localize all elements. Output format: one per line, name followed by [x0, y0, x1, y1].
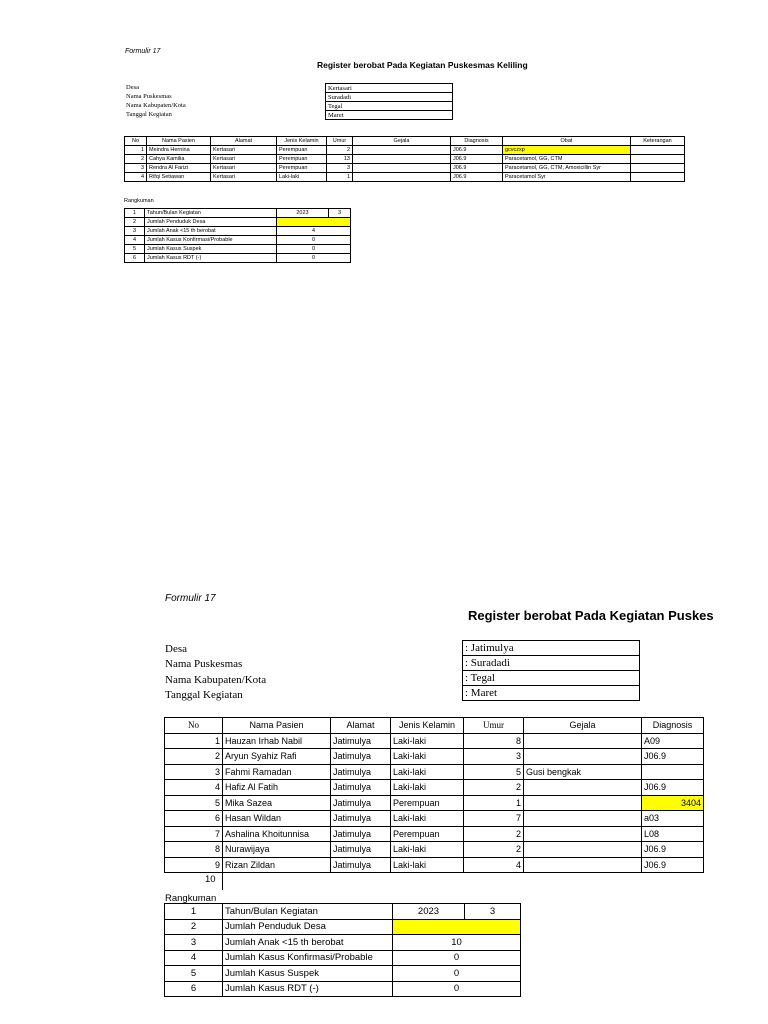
- cell-jenis-kelamin: Perempuan: [391, 826, 464, 842]
- rk-no: 4: [165, 950, 223, 966]
- rk-label: Jumlah Kasus RDT (-): [223, 981, 393, 997]
- cell-diagnosis: J06.9: [642, 780, 704, 796]
- table-row: [165, 811, 704, 827]
- table-header-row: [125, 137, 685, 146]
- table-row: [165, 749, 704, 765]
- rangkuman-row: [125, 245, 351, 254]
- info-label-kabupaten: Nama Kabupaten/Kota: [126, 102, 186, 109]
- rk-no: 1: [165, 904, 223, 920]
- cell-jenis-kelamin: Laki-laki: [391, 749, 464, 765]
- cell-nama: Hasan Wildan: [223, 811, 331, 827]
- info-value-puskesmas: : Suradadi: [463, 656, 640, 671]
- rk-no: 6: [165, 981, 223, 997]
- header-umur: Umur: [327, 137, 353, 146]
- rk-label: Jumlah Kasus RDT (-): [145, 254, 277, 263]
- rangkuman-row: [125, 236, 351, 245]
- cell-jenis-kelamin: Perempuan: [277, 155, 327, 164]
- cell-alamat: Jatimulya: [331, 780, 391, 796]
- rk-label: Jumlah Penduduk Desa: [223, 919, 393, 935]
- cell-no: 9: [165, 857, 223, 873]
- rk-value: 2023: [277, 209, 329, 218]
- info-value-tanggal: Maret: [326, 111, 453, 120]
- cell-nama: Rendra Al Farizi: [147, 164, 211, 173]
- cell-umur: 1: [327, 173, 353, 182]
- cell-nama: Fahmi Ramadan: [223, 764, 331, 780]
- cell-jenis-kelamin: Perempuan: [277, 146, 327, 155]
- cell-no: 2: [125, 155, 147, 164]
- cell-keterangan: [631, 146, 685, 155]
- cell-no: 4: [165, 780, 223, 796]
- cell-nama: Cahya Kamilia: [147, 155, 211, 164]
- rk-value: 2023: [393, 904, 465, 920]
- rk-value: 4: [277, 227, 351, 236]
- rk-value-2: 3: [329, 209, 351, 218]
- rangkuman-title: Rangkuman: [124, 198, 154, 204]
- rangkuman-row: [165, 950, 521, 966]
- cell-umur: 3: [464, 749, 524, 765]
- cell-jenis-kelamin: Perempuan: [391, 795, 464, 811]
- header-keterangan: Keterangan: [631, 137, 685, 146]
- table-row: [165, 842, 704, 858]
- cell-no: 1: [125, 146, 147, 155]
- cell-alamat: Jatimulya: [331, 795, 391, 811]
- cell-gejala: [524, 749, 642, 765]
- info-label-tanggal: Tanggal Kegiatan: [126, 111, 172, 118]
- cell-no: 1: [165, 733, 223, 749]
- rangkuman-row: [125, 209, 351, 218]
- cell-diagnosis: L08: [642, 826, 704, 842]
- rk-value-2: 3: [465, 904, 521, 920]
- cell-alamat: Jatimulya: [331, 826, 391, 842]
- cell-diagnosis: 3404: [642, 795, 704, 811]
- cell-jenis-kelamin: Laki-laki: [391, 733, 464, 749]
- table-header-row: [165, 718, 704, 734]
- register-table: [124, 136, 685, 182]
- rangkuman-row: [165, 919, 521, 935]
- table-row: [165, 826, 704, 842]
- rk-value: 0: [393, 981, 521, 997]
- rangkuman-row: [165, 904, 521, 920]
- page-title: Register berobat Pada Kegiatan Puskesmas Keliling: [317, 60, 528, 70]
- cell-gejala: [524, 780, 642, 796]
- rk-label: Jumlah Kasus Suspek: [145, 245, 277, 254]
- cell-no: 8: [165, 842, 223, 858]
- cell-diagnosis: J06.9: [642, 857, 704, 873]
- header-alamat: Alamat: [331, 718, 391, 734]
- rk-no: 2: [125, 218, 145, 227]
- rk-no: 3: [125, 227, 145, 236]
- cell-nama: Hafiz Al Fatih: [223, 780, 331, 796]
- rangkuman-row: [165, 935, 521, 951]
- cell-jenis-kelamin: Laki-laki: [391, 857, 464, 873]
- rk-label: Jumlah Anak <15 th berobat: [145, 227, 277, 236]
- cell-gejala: [353, 155, 451, 164]
- cell-obat: Paracetamol, GG, CTM: [503, 155, 631, 164]
- cell-gejala: [353, 164, 451, 173]
- cell-divider: [222, 873, 223, 890]
- rk-label: Jumlah Anak <15 th berobat: [223, 935, 393, 951]
- header-nama: Nama Pasien: [223, 718, 331, 734]
- cell-keterangan: [631, 173, 685, 182]
- cell-no: 7: [165, 826, 223, 842]
- cell-alamat: Jatimulya: [331, 749, 391, 765]
- cell-umur: 2: [464, 780, 524, 796]
- rk-label: Jumlah Kasus Konfirmasi/Probable: [223, 950, 393, 966]
- cell-umur: 4: [464, 857, 524, 873]
- form-label: Formulir 17: [125, 48, 161, 55]
- cell-umur: 2: [464, 842, 524, 858]
- cell-gejala: [524, 857, 642, 873]
- rk-value: 0: [277, 236, 351, 245]
- info-label-tanggal: Tanggal Kegiatan: [165, 689, 243, 701]
- cell-keterangan: [631, 155, 685, 164]
- cell-gejala: [524, 811, 642, 827]
- rk-value: 0: [277, 254, 351, 263]
- rangkuman-row: [125, 227, 351, 236]
- header-jenis-kelamin: Jenis Kelamin: [391, 718, 464, 734]
- cell-no: 5: [165, 795, 223, 811]
- cell-diagnosis: J06.9: [451, 164, 503, 173]
- cell-no-extra: 10: [205, 874, 216, 885]
- cell-alamat: Kertasari: [211, 173, 277, 182]
- rk-value: 10: [393, 935, 521, 951]
- cell-alamat: Jatimulya: [331, 811, 391, 827]
- cell-gejala: [524, 842, 642, 858]
- rk-value: 0: [393, 966, 521, 982]
- cell-no: 3: [125, 164, 147, 173]
- cell-obat: gcvczxp: [503, 146, 631, 155]
- cell-diagnosis: J06.9: [451, 146, 503, 155]
- table-row: [125, 173, 685, 182]
- cell-gejala: [524, 733, 642, 749]
- cell-no: 6: [165, 811, 223, 827]
- info-value-kabupaten: Tegal: [326, 102, 453, 111]
- rk-value: 0: [277, 245, 351, 254]
- cell-obat: Paracetamol Syr: [503, 173, 631, 182]
- rk-no: 4: [125, 236, 145, 245]
- cell-umur: 2: [464, 826, 524, 842]
- page-title: Register berobat Pada Kegiatan Puskes: [468, 608, 714, 623]
- info-label-desa: Desa: [126, 84, 139, 91]
- rk-label: Jumlah Kasus Konfirmasi/Probable: [145, 236, 277, 245]
- form-label: Formulir 17: [165, 593, 216, 604]
- table-row: [165, 733, 704, 749]
- rk-no: 3: [165, 935, 223, 951]
- rangkuman-row: [165, 981, 521, 997]
- cell-diagnosis: a03: [642, 811, 704, 827]
- cell-nama: Meindra Hernina: [147, 146, 211, 155]
- cell-umur: 5: [464, 764, 524, 780]
- header-alamat: Alamat: [211, 137, 277, 146]
- info-table: [462, 640, 640, 701]
- cell-alamat: Kertasari: [211, 146, 277, 155]
- cell-alamat: Kertasari: [211, 164, 277, 173]
- cell-nama: Rifqi Setiawan: [147, 173, 211, 182]
- table-row: [125, 155, 685, 164]
- table-row: [125, 146, 685, 155]
- cell-alamat: Kertasari: [211, 155, 277, 164]
- header-no: No: [125, 137, 147, 146]
- cell-keterangan: [631, 164, 685, 173]
- cell-diagnosis: A09: [642, 733, 704, 749]
- cell-diagnosis: [642, 764, 704, 780]
- cell-gejala: [524, 826, 642, 842]
- cell-umur: 1: [464, 795, 524, 811]
- cell-diagnosis: J06.9: [451, 155, 503, 164]
- info-table: [325, 83, 453, 120]
- rk-label: Tahun/Bulan Kegiatan: [145, 209, 277, 218]
- cell-alamat: Jatimulya: [331, 733, 391, 749]
- cell-umur: 2: [327, 146, 353, 155]
- cell-diagnosis: J06.9: [642, 749, 704, 765]
- rangkuman-table: [164, 903, 521, 997]
- cell-jenis-kelamin: Laki-laki: [277, 173, 327, 182]
- cell-jenis-kelamin: Laki-laki: [391, 842, 464, 858]
- cell-nama: Mika Sazea: [223, 795, 331, 811]
- rk-label: Jumlah Penduduk Desa: [145, 218, 277, 227]
- cell-jenis-kelamin: Laki-laki: [391, 780, 464, 796]
- table-row: [165, 857, 704, 873]
- rangkuman-row: [165, 966, 521, 982]
- info-value-desa: Kertasari: [326, 84, 453, 93]
- cell-nama: Nurawijaya: [223, 842, 331, 858]
- rk-no: 5: [165, 966, 223, 982]
- rk-value: [277, 218, 351, 227]
- cell-no: 4: [125, 173, 147, 182]
- rk-value: 0: [393, 950, 521, 966]
- cell-umur: 3: [327, 164, 353, 173]
- cell-nama: Aryun Syahiz Rafi: [223, 749, 331, 765]
- table-row: [165, 764, 704, 780]
- info-label-desa: Desa: [165, 643, 187, 655]
- info-label-puskesmas: Nama Puskesmas: [126, 93, 172, 100]
- cell-jenis-kelamin: Laki-laki: [391, 811, 464, 827]
- rk-no: 2: [165, 919, 223, 935]
- rangkuman-title: Rangkuman: [165, 893, 217, 904]
- header-no: No: [165, 718, 223, 734]
- cell-nama: Ashalina Khoitunnisa: [223, 826, 331, 842]
- cell-gejala: Gusi bengkak: [524, 764, 642, 780]
- header-nama: Nama Pasien: [147, 137, 211, 146]
- table-row: [165, 780, 704, 796]
- rk-label: Jumlah Kasus Suspek: [223, 966, 393, 982]
- info-label-puskesmas: Nama Puskesmas: [165, 658, 243, 670]
- cell-no: 3: [165, 764, 223, 780]
- cell-gejala: [353, 146, 451, 155]
- header-gejala: Gejala: [524, 718, 642, 734]
- info-value-kabupaten: : Tegal: [463, 671, 640, 686]
- cell-alamat: Jatimulya: [331, 842, 391, 858]
- cell-alamat: Jatimulya: [331, 857, 391, 873]
- rk-no: 6: [125, 254, 145, 263]
- cell-jenis-kelamin: Laki-laki: [391, 764, 464, 780]
- table-row: [165, 795, 704, 811]
- rk-value: [393, 919, 521, 935]
- table-row: [125, 164, 685, 173]
- cell-umur: 8: [464, 733, 524, 749]
- cell-nama: Hauzan Irhab Nabil: [223, 733, 331, 749]
- rangkuman-table: [124, 208, 351, 263]
- header-gejala: Gejala: [353, 137, 451, 146]
- rk-no: 5: [125, 245, 145, 254]
- info-value-desa: : Jatimulya: [463, 641, 640, 656]
- cell-gejala: [353, 173, 451, 182]
- cell-nama: Rizan Zildan: [223, 857, 331, 873]
- info-label-kabupaten: Nama Kabupaten/Kota: [165, 674, 267, 686]
- header-diagnosis: Diagnosis: [451, 137, 503, 146]
- cell-umur: 7: [464, 811, 524, 827]
- header-jenis-kelamin: Jenis Kelamin: [277, 137, 327, 146]
- info-value-tanggal: : Maret: [463, 686, 640, 701]
- cell-gejala: [524, 795, 642, 811]
- rangkuman-row: [125, 218, 351, 227]
- cell-umur: 13: [327, 155, 353, 164]
- cell-diagnosis: J06.9: [451, 173, 503, 182]
- header-obat: Obat: [503, 137, 631, 146]
- cell-obat: Paracetamol, GG, CTM, Amoxicillin Syr: [503, 164, 631, 173]
- header-umur: Umur: [464, 718, 524, 734]
- rangkuman-row: [125, 254, 351, 263]
- info-value-puskesmas: Suradadi: [326, 93, 453, 102]
- rk-no: 1: [125, 209, 145, 218]
- register-table: [164, 717, 704, 873]
- header-diagnosis: Diagnosis: [642, 718, 704, 734]
- rk-label: Tahun/Bulan Kegiatan: [223, 904, 393, 920]
- cell-no: 2: [165, 749, 223, 765]
- cell-alamat: Jatimulya: [331, 764, 391, 780]
- cell-jenis-kelamin: Perempuan: [277, 164, 327, 173]
- cell-diagnosis: J06.9: [642, 842, 704, 858]
